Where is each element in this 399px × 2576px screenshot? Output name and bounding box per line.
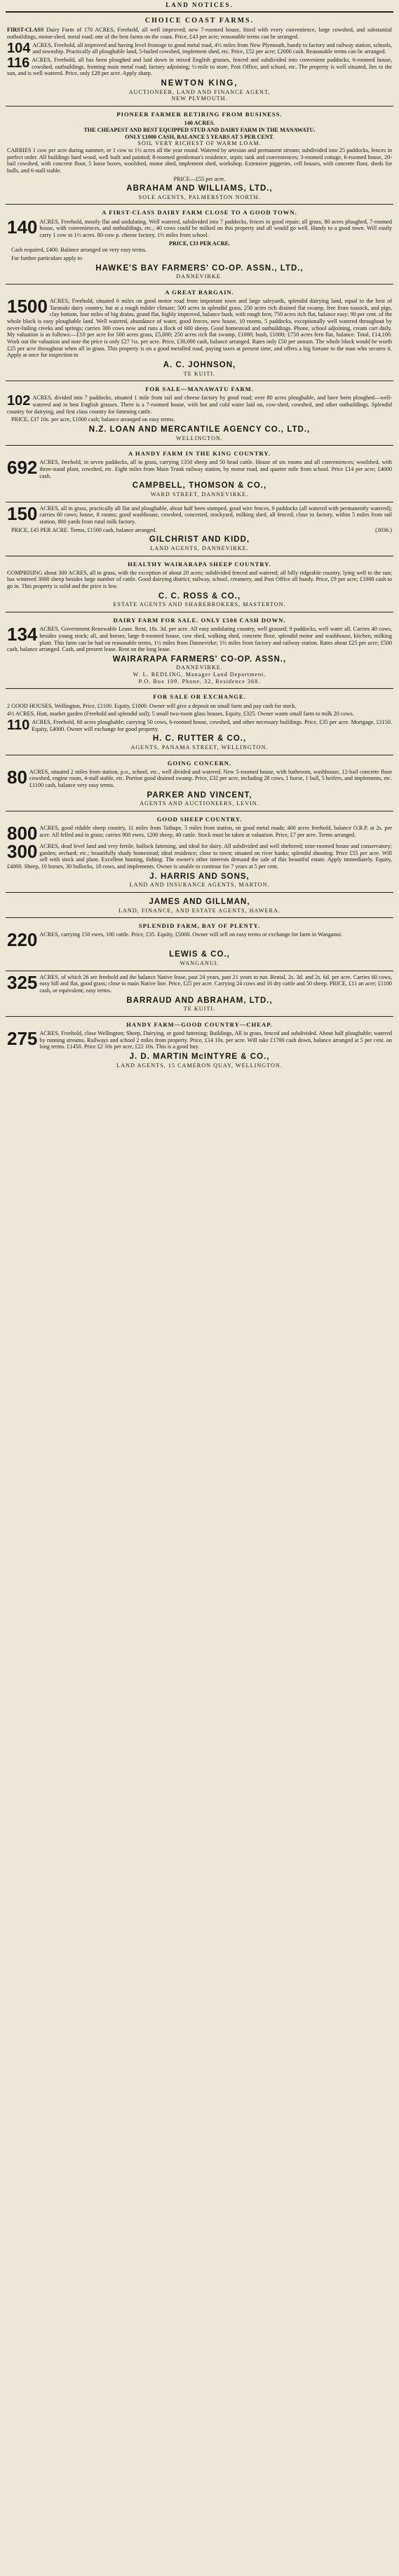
ad-paragraph xyxy=(7,57,392,77)
ad-heading: CHOICE COAST FARMS. xyxy=(144,16,255,25)
ad-paragraph xyxy=(7,395,392,415)
agent-name: CAMPBELL, THOMSON & CO., xyxy=(132,481,267,491)
section-masthead: LAND NOTICES. xyxy=(6,1,393,13)
ad-text: ACRES, of which 26 are freehold and the balance Native lease, past 24 years, past 21 years to run. Rental, 2s. 3d. and 2s. 6d. per acre. Carries 60 cows, easy hill and flat, good grass; close to main Native line. Price, £25 per acre. Carrying 24 cows and 16 dry cattle and 50 sheep. PRICE, £11 an acre; £1100 cash, or equivalent; easy terms. xyxy=(39,973,392,994)
ad-text: ACRES, Freehold, situated 6 miles on good motor road from important town and large saleyards, splendid dairying land, equal to the best of Taranaki dairy country, but at a rough milder climate; 500 acres in splendid grass, 250 acres rich drained flat swamp, free from tussock, and pigs, clay bottom, four miles of big drains, grand flat, highly improved, balance bush, with rough fern; 750 acres rich flat, balance easy; 90 per cent. of the whole block is easy ploughable land. Well watered, abundance of water, good fences, new house, 10 rooms, 5 paddocks, exceptionally well watered throughout by never-failing creeks and springs; carries 300 cows now and runs a flock of 600 sheep. Good homestead and outbuildings. Phone, school adjoining, cream cart daily. My valuation is as follows:—£10 per acre for 500 acres grass, £5,000; 250 acres rich flat swamp, £1000; bush, £1000; £750 acres fern flat, balance. Total, £14,100. Work out the valuation and note the price is only £27 ½s. per acre. Price, £30,000 cash, balance arranged. Rates only £50 per annum. The whole block would be worth £25 per acre throughout when all in grass. This property is on a good metalled road, paying taxes at present time, and offers a big fortune to the man who secures it. Apply at once for inspection to xyxy=(7,297,392,359)
ad-price: PRICE, £33 PER ACRE. xyxy=(168,240,231,247)
agent-location: WARD STREET, DANNEVIRKE. xyxy=(150,491,249,498)
acreage-number: 275 xyxy=(7,1029,38,1049)
agent-name: BARRAUD AND ABRAHAM, LTD., xyxy=(126,996,273,1005)
ad-heading: HANDY FARM—GOOD COUNTRY—CHEAP. xyxy=(126,1020,273,1028)
acreage-number: 220 xyxy=(7,931,38,949)
agent-detail: AUCTIONEER, LAND AND FINANCE AGENT, xyxy=(128,88,271,95)
agent-name: ABRAHAM AND WILLIAMS, LTD., xyxy=(126,184,273,193)
ad-text: ACRES, all in grass, practically all flat and ploughable, about half been stumped, good wire fences, 9 paddocks (all watered with permanently watered); carries 60 cows; house, 8 rooms; good washhouse, cowshed, concreted, stockyard, milking shed, all fenced; close to factory, within 5 miles from rail station, 800 yards from rural milk factory. xyxy=(39,505,392,526)
agent-location: LAND AGENTS, 15 CAMERON QUAY, WELLINGTON. xyxy=(116,1062,283,1069)
ad-text: ACRES, Freehold, close Wellington; Sheep, Dairying, or good fattening; Buildings, All in grass, fenced and subdivided. About half ploughable; watered by running streams. Railways and school 2 miles from property. Price, £14 10s. per acre. Will take £1700 cash down, balance arranged at 5 per cent. on long terms. £1450. Price £2 10s per acre, £22 10s. This is a good buy. xyxy=(39,1029,392,1050)
ad-text: For further particulars apply to xyxy=(11,254,82,261)
ad-paragraph xyxy=(7,505,392,526)
ad-paragraph xyxy=(7,459,392,479)
ad-paragraph xyxy=(7,719,392,732)
lead-words: FIRST-CLASS xyxy=(7,27,44,34)
ad-manawatu-farm xyxy=(6,381,393,446)
ad-paragraph xyxy=(7,769,392,789)
acreage-number: 110 xyxy=(7,718,30,733)
acreage-number: 80 xyxy=(7,768,27,788)
agent-location: AGENTS, PANAMA STREET, WELLINGTON. xyxy=(130,744,269,751)
ad-text: ACRES, freehold, in seven paddocks, all in grass, carrying 1350 sheep and 50 head cattle. House of six rooms and all conveniences; woolshed, with three-stand plant, cowshed, etc. Eight miles from Main Trunk railway station, by motor road, and quarter mile from school. Price £14 per acre; £4000 cash. xyxy=(39,459,392,479)
agent-location: DANNEVIRKE. xyxy=(176,664,223,671)
acreage-number: 150 xyxy=(7,505,38,524)
agent-location: TE KUITI. xyxy=(183,1006,216,1013)
acreage-number: 116 xyxy=(7,57,30,71)
acreage-number: 1500 xyxy=(7,297,48,317)
agent-name: J. D. MARTIN McINTYRE & CO., xyxy=(129,1052,270,1061)
ad-sale-or-exchange xyxy=(6,689,393,755)
ad-handy-farm xyxy=(6,1017,393,1072)
ad-text: ACRES, Government Renewable Lease. Rent, 18s. 3d. per acre. All easy undulating country, well grassed; 9 paddocks, well water all. Carries 40 cows, besides young stock; all, and horses; large 8-roomed house, cow shed, walking shed, concrete floor, splendid motor and washhouse, kitchen, milking plant. This farm can be had on reasonable terms, 1½ miles from Dannevirke; 1½ miles from factory and railway station. Rates about £25 per acre; £500 cash, balance arranged. Cash, and present lease. Rent on the long lease. xyxy=(7,626,392,653)
ad-text: ACRES, Freehold, all has been ploughed and laid down in mixed English grasses, fenced and subdivided into convenient paddocks, 6-roomed house, cowshed, outbuildings, fronting main metal road; factory adjoining; ½-mile to store, Post Office, and school, etc. The property is well situated, lies to the sun, and is well watered. Price, only £28 per acre. Apply sharp. xyxy=(7,57,392,77)
ad-text: 4½ ACRES, Hutt, market garden (Freehold and splendid soil); 5 small two-room glass houses. Equity, £325. Owner wants small farm to milk 20 cows. xyxy=(7,711,354,718)
ad-text: ACRES, divided into 7 paddocks, situated 1 mile from rail and cheese factory by good road; over 80 acres ploughable, and have been ploughed—well-watered and in best English grasses. There is a 7-roomed house, with hot and cold water laid on, cow-shed, cowshed, and other outbuildings. Splendid country for dairying, and first class country for fattening cattle. xyxy=(7,395,392,415)
ad-paragraph xyxy=(7,298,392,359)
agent-name: PARKER AND VINCENT, xyxy=(147,790,252,800)
ad-paragraph xyxy=(7,974,392,994)
ad-paragraph xyxy=(7,626,392,653)
ad-heading: SPLENDID FARM, BAY OF PLENTY. xyxy=(138,922,261,930)
agent-location: DANNEVIRKE. xyxy=(176,273,223,280)
ad-text: ACRES, dead level land and very fertile, bullock fattening, and ideal for dairy. All subdivided and well sheltered; nine-roomed house and conservatory; garden; orchard; etc.; beautifully shady homestead; ideal residence; close to town; situated on river banks; splendid shooting. Price £55 per acre. Will sell with stock and plant. Excellent hunting, fishing. The owner's other interests demand the sale of this beautiful estate. Apply immediately. Equity, £4000. Sheep, 10 horses, 30 bullocks, 18 cows, and implements. Owner is unable to continue for 7 years at 5 per cent. xyxy=(7,843,392,870)
ad-text: COMPRISING about 300 ACRES, all in grass, with the exception of about 20 acres; subdivided fenced and watered; all hilly ridgeable country, lying well to the sun; has wintered 3000 sheep besides large number of cattle. Good dairying district; railway, school, creamery, and Post Office all handy. Price, £9 per acre; £1000 cash to go in. This property is solid and the price is low. xyxy=(7,569,392,590)
acreage-number: 104 xyxy=(7,41,31,56)
ad-subheading: SOIL VERY RICHEST OF WARM LOAM. xyxy=(137,140,262,147)
agent-location: LAND AND INSURANCE AGENTS, MARTON. xyxy=(129,882,270,889)
ad-price xyxy=(7,527,392,534)
newspaper-page xyxy=(6,0,393,1072)
ad-paragraph xyxy=(7,825,392,842)
ad-heading: A HANDY FARM IN THE KING COUNTRY. xyxy=(128,450,271,458)
ad-dairy-farm-for-sale xyxy=(6,612,393,689)
ad-paragraph xyxy=(7,931,392,948)
ad-price: PRICE, £37 10s. per acre, £1000 cash; balance arranged on easy terms. xyxy=(11,416,175,423)
agent-manager: W. L. REDLING, Manager Land Department. xyxy=(133,671,266,678)
ad-paragraph xyxy=(7,1030,392,1050)
agent-name: JAMES AND GILLMAN, xyxy=(149,897,250,906)
ad-pioneer-farmer xyxy=(6,107,393,205)
agent-name: N.Z. LOAN AND MERCANTILE AGENCY CO., LTD., xyxy=(88,425,311,434)
ad-text: Cash required, £400. Balance arranged on very easy terms. xyxy=(11,247,147,254)
agent-location: LAND AGENTS, DANNEVIRKE. xyxy=(150,544,249,551)
ad-heading: A GREAT BARGAIN. xyxy=(165,288,234,296)
agent-location: LAND, FINANCE, AND ESTATE AGENTS, HAWERA. xyxy=(119,907,280,914)
agent-location: TE KUITI. xyxy=(183,370,216,377)
ad-price: PRICE—£55 per acre. xyxy=(173,175,226,182)
agent-name: H. C. RUTTER & CO., xyxy=(152,734,247,744)
acreage-number: 325 xyxy=(7,973,38,993)
ad-subheading: THE CHEAPEST AND BEST EQUIPPED STUD AND DAIRY FARM IN THE MANAWATU. xyxy=(83,126,316,133)
ad-text: ACRES, Freehold, all improved and having level frontage to good metal road, 4½ miles from New Plymouth, handy to factory and railway station, schools, and township. Practically all ploughable land, 5-bailed cowshed, implement shed, etc. Price, £52 per acre; £2000 cash. Reasonable terms can be arranged. xyxy=(32,41,392,55)
acreage-number: 134 xyxy=(7,626,38,645)
agent-name: A. C. JOHNSON, xyxy=(163,361,236,370)
agent-name: J. HARRIS AND SONS, xyxy=(149,872,250,881)
ad-choice-coast-farms xyxy=(6,13,393,107)
ad-subheading: ONLY £1000 CASH, BALANCE 5 YEARS AT 5 PER CENT. xyxy=(125,133,274,140)
ad-paragraph xyxy=(7,219,392,239)
agent-location: ESTATE AGENTS AND SHAREBROKERS, MASTERTON. xyxy=(113,601,286,608)
ad-going-concern xyxy=(6,755,393,811)
agent-location: WANGANUI. xyxy=(180,959,219,966)
agent-location: WELLINGTON. xyxy=(175,434,223,441)
ad-first-class-dairy-farm xyxy=(6,205,393,284)
ad-text: ACRES, good ridable sheep country, 11 miles from Taihape, 5 miles from station, on good metal roads; 400 acres freehold, balance O.R.P. at 2s. per acre. All felled and in grass; carries 900 ewes, 1200 sheep, 40 cattle. Stock must be taken at valuation. Price, £7 per acre. Terms arranged. xyxy=(39,825,392,838)
agent-name: NEWTON KING, xyxy=(161,79,238,88)
reference-number: (3036.) xyxy=(375,526,392,533)
ad-heading: A FIRST-CLASS DAIRY FARM CLOSE TO A GOOD TOWN. xyxy=(102,209,297,217)
ad-heading: DAIRY FARM FOR SALE. ONLY £500 CASH DOWN. xyxy=(113,617,286,624)
agent-location: AGENTS AND AUCTIONEERS, LEVIN. xyxy=(140,800,259,807)
ad-heading: FOR SALE—MANAWATU FARM. xyxy=(145,385,254,393)
ad-text: CARRIES 1 cow per acre during summer, or 1 cow to 1½ acres all the year round. Watered by artesian and permanent stream; subdivided into 25 paddocks, fences in perfect order. All buildings hard wood, well built and painted; 8-roomed gentleman's residence, septic tank and conveniences; 3-roomed cottage, 6-roomed house, 20-bail cowshed, with concrete floor, 5 loose boxes, woolshed, motor shed, implement shed, workshop. Extensive piggeries, cell houses, with concrete floor, sheds for bulls, and 6-stall stable. xyxy=(7,146,392,174)
agent-name: GILCHRIST AND KIDD, xyxy=(149,535,250,544)
agent-name: HAWKE'S BAY FARMERS' CO-OP. ASSN., LTD., xyxy=(95,263,304,273)
ad-text: 2 GOOD HOUSES, Wellington, Price, £1100. Equity, £1000. Owner will give a deposit on small farm and pay cash for stock. xyxy=(7,702,297,709)
agent-name: C. C. ROSS & CO., xyxy=(158,591,241,601)
ad-text: ACRES, carrying 150 ewes, 100 cattle. Price, £35. Equity, £5000. Owner will sell on easy terms or exchange for farm in Wanganui. xyxy=(39,931,343,938)
ad-good-sheep-country xyxy=(6,811,393,893)
ad-text: ACRES, Freehold, mostly flat and undulating. Well watered, subdivided into 7 paddocks, fences in good repair; all grass; 80 acres ploughed, 7-roomed house, with conveniences, and outbuildings, etc.; 40 cows could be milked on this property and all would go well. Handy to a good town. Will easily carry 1 cow to 1½ acres. 80-cow p. cheese factory, 1½ miles from school. xyxy=(39,218,392,238)
agent-contact: P.O. Box 109. Phone, 32, Residence 368. xyxy=(138,678,261,685)
ad-heading: PIONEER FARMER RETIRING FROM BUSINESS. xyxy=(116,111,283,118)
ad-paragraph xyxy=(7,843,392,870)
ad-heading: HEALTHY WAIRARAPA SHEEP COUNTRY. xyxy=(128,560,271,568)
acreage-number: 102 xyxy=(7,395,31,409)
agent-name: LEWIS & CO., xyxy=(169,950,230,959)
acreage-number: 800 xyxy=(7,825,38,842)
ad-heading: GOING CONCERN. xyxy=(167,759,232,767)
ad-king-country-farm xyxy=(6,446,393,502)
ad-paragraph xyxy=(7,42,392,55)
ad-subheading: 140 ACRES. xyxy=(184,120,215,127)
ad-heading: GOOD SHEEP COUNTRY. xyxy=(156,815,243,823)
ad-wairarapa-sheep-country xyxy=(6,556,393,612)
ad-text: Dairy Farm of 170 ACRES, Freehold, all well improved; new 7-roomed house, fitted with every convenience, large cowshed, and substantial outbuildings, motor-shed, metal road; one of the best farms on the coast. Price, £43 per acre; reasonable terms can be arranged. xyxy=(7,27,392,41)
agent-location: NEW PLYMOUTH. xyxy=(171,95,228,102)
agent-name: WAIRARAPA FARMERS' CO-OP. ASSN., xyxy=(112,655,287,664)
acreage-number: 692 xyxy=(7,459,38,479)
price-text: PRICE, £45 PER ACRE. Terms, £1500 cash, balance arranged. xyxy=(11,526,157,533)
ad-great-bargain xyxy=(6,285,393,381)
ad-paragraph xyxy=(7,27,392,40)
ad-native-lease-farm xyxy=(6,971,393,1017)
ad-text: ACRES, situated 2 miles from station, p.o., school, etc., well divided and watered. New 5-roomed house, with bathroom, washhouse, 12-bail concrete floor cowshed, engine room, 4-stall stable, etc. Portion good drained swamp. Price, £32 per acre, including 28 cows, 1 horse, 1 bull, 5 heifers, and implements, etc. £1100 cash, balance very easy terms. xyxy=(29,768,392,788)
agent-detail: SOLE AGENTS, PALMERSTON NORTH. xyxy=(138,193,261,200)
acreage-number: 140 xyxy=(7,218,38,238)
ad-gilchrist-kidd xyxy=(6,502,393,556)
ad-james-gillman xyxy=(6,893,393,918)
ad-bay-of-plenty xyxy=(6,918,393,971)
ad-text: ACRES, Freehold, 60 acres ploughable; carrying 50 cows, 6-roomed house, cowshed, and other necessary buildings. Price, £35 per acre. Mortgage, £1150. Equity, £4000. Owner will exchange for good property. xyxy=(32,718,392,732)
ad-heading: FOR SALE OR EXCHANGE. xyxy=(153,693,246,701)
acreage-number: 300 xyxy=(7,843,38,863)
